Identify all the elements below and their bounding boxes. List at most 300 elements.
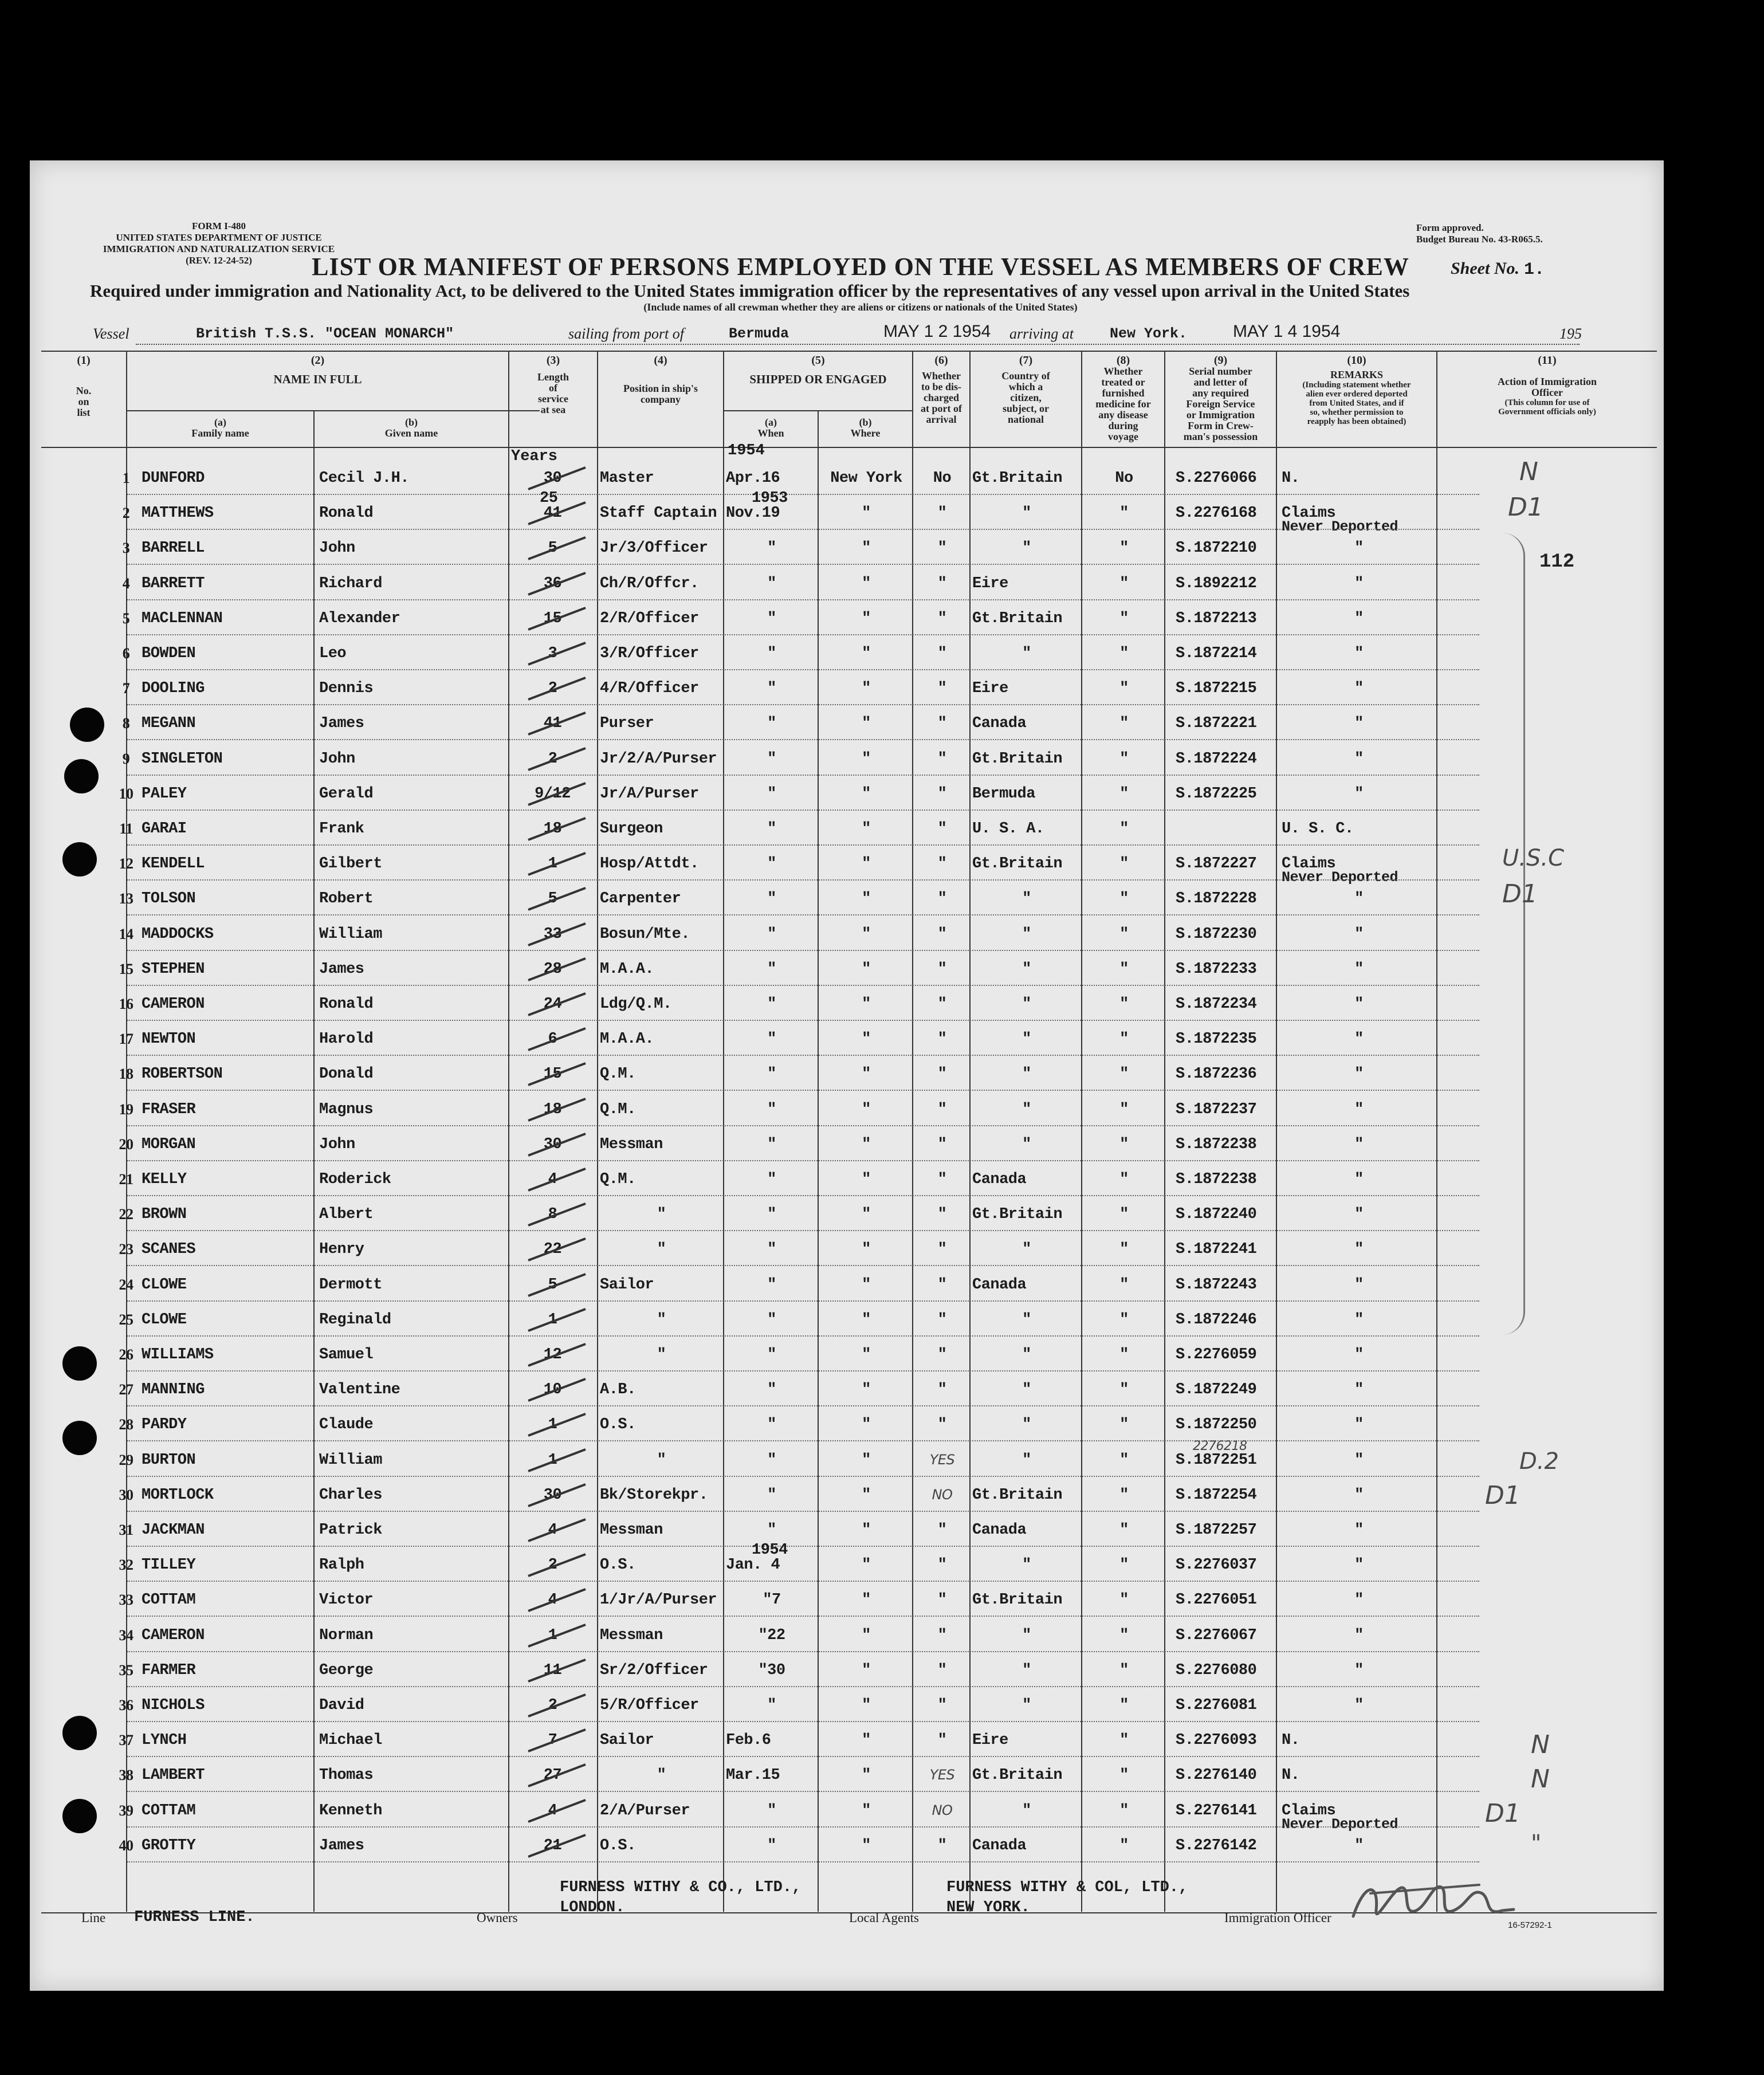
position: A.B. bbox=[600, 1381, 636, 1399]
row-rule bbox=[127, 1335, 1479, 1337]
col-note: alien ever ordered deported bbox=[1306, 390, 1408, 399]
country: Gt.Britain bbox=[972, 610, 1063, 627]
shipped-where: " bbox=[862, 1591, 871, 1609]
discharged: NO bbox=[932, 1802, 953, 1818]
row-rule bbox=[127, 1756, 1479, 1757]
col-label: any disease bbox=[1098, 409, 1148, 420]
serial-number: S.1872246 bbox=[1176, 1311, 1257, 1329]
col-label: during bbox=[1108, 420, 1138, 431]
serial-number: S.2276141 bbox=[1176, 1802, 1257, 1819]
col-num: (10) bbox=[1347, 354, 1366, 367]
discharged: " bbox=[937, 785, 947, 803]
service-length: 4 bbox=[548, 1802, 557, 1819]
check-mark bbox=[522, 1234, 597, 1263]
shipped-when: " bbox=[767, 1522, 776, 1539]
family-name: GROTTY bbox=[142, 1837, 196, 1854]
shipped-where: " bbox=[862, 1101, 871, 1118]
remarks: " bbox=[1354, 575, 1364, 592]
service-length: 6 bbox=[548, 1031, 557, 1048]
position: M.A.A. bbox=[600, 960, 654, 978]
col-header-discharged bbox=[913, 355, 969, 425]
owners-label: Owners bbox=[477, 1911, 518, 1925]
discharged: YES bbox=[929, 1767, 955, 1783]
shipped-where: " bbox=[862, 1732, 871, 1750]
service-length: 36 bbox=[543, 575, 562, 592]
shipped-when: " bbox=[767, 1381, 776, 1399]
service-length: 11 bbox=[543, 1661, 562, 1679]
table-top-rule bbox=[41, 351, 1657, 352]
shipped-where: " bbox=[862, 1661, 871, 1679]
table-row bbox=[30, 533, 1664, 568]
family-name: MEGANN bbox=[142, 715, 196, 733]
table-row bbox=[30, 883, 1664, 918]
row-number: 9 bbox=[122, 750, 130, 767]
serial-number: S.2276059 bbox=[1176, 1346, 1257, 1363]
shipped-when: " bbox=[767, 1451, 776, 1469]
country: Canada bbox=[972, 1522, 1027, 1539]
row-rule bbox=[127, 1616, 1479, 1617]
serial-number: S.1872227 bbox=[1176, 855, 1257, 873]
vessel-name: British T.S.S. "OCEAN MONARCH" bbox=[196, 325, 454, 342]
remarks: " bbox=[1354, 1276, 1364, 1294]
country: " bbox=[1022, 925, 1031, 943]
position: 2/R/Officer bbox=[600, 610, 699, 627]
print-code: 16-57292-1 bbox=[1508, 1920, 1552, 1930]
serial-number: S.1872236 bbox=[1176, 1066, 1257, 1083]
shipped-when: " bbox=[767, 1276, 776, 1294]
treated: " bbox=[1119, 1451, 1129, 1469]
family-name: DUNFORD bbox=[142, 470, 205, 487]
row-number: 7 bbox=[122, 680, 130, 697]
row-rule bbox=[127, 1230, 1479, 1231]
remarks: " bbox=[1354, 890, 1364, 908]
serial-number: S.1872215 bbox=[1176, 680, 1257, 698]
remarks-line-2: Never Deported bbox=[1282, 869, 1398, 886]
serial-number: S.1892212 bbox=[1176, 575, 1257, 592]
check-mark bbox=[522, 1830, 597, 1859]
col-label: Family name bbox=[191, 427, 249, 439]
check-mark bbox=[522, 603, 597, 632]
row-number: 22 bbox=[119, 1206, 133, 1223]
check-mark bbox=[522, 1585, 597, 1613]
shipped-where: " bbox=[862, 505, 871, 522]
treated: " bbox=[1119, 996, 1129, 1013]
discharged: " bbox=[937, 1416, 947, 1434]
country: " bbox=[1022, 1101, 1031, 1118]
treated: " bbox=[1119, 1171, 1129, 1188]
col-header-list-no bbox=[41, 355, 126, 418]
row-rule bbox=[127, 1370, 1479, 1371]
row-rule bbox=[127, 1581, 1479, 1582]
shipped-when: " bbox=[767, 715, 776, 733]
sheet-value: 1. bbox=[1524, 260, 1545, 280]
discharged: " bbox=[937, 1522, 947, 1539]
service-length: 24 bbox=[543, 996, 562, 1013]
arriving-label: arriving at bbox=[1009, 325, 1074, 342]
country: " bbox=[1022, 1451, 1031, 1469]
row-number: 4 bbox=[122, 575, 130, 592]
check-mark bbox=[522, 463, 597, 492]
col-label: which a bbox=[1008, 381, 1043, 392]
country: Gt.Britain bbox=[972, 1206, 1063, 1224]
country: Gt.Britain bbox=[972, 470, 1063, 487]
family-name: BOWDEN bbox=[142, 645, 196, 662]
treated: " bbox=[1119, 890, 1129, 908]
service-name: IMMIGRATION AND NATURALIZATION SERVICE bbox=[103, 243, 335, 254]
check-mark bbox=[522, 744, 597, 772]
family-name: NEWTON bbox=[142, 1031, 196, 1048]
arrival-date-stamp: MAY 1 4 1954 bbox=[1233, 322, 1341, 341]
position: Surgeon bbox=[600, 820, 663, 838]
shipped-where: " bbox=[862, 645, 871, 662]
remarks: Claims bbox=[1282, 1802, 1336, 1819]
col-label: at sea bbox=[540, 404, 566, 415]
remarks: " bbox=[1354, 1101, 1364, 1118]
col-header-name bbox=[127, 355, 508, 385]
annotation-r40: " bbox=[1531, 1830, 1542, 1857]
discharged: " bbox=[937, 1557, 947, 1574]
row-number: 25 bbox=[119, 1311, 133, 1328]
col-header-serial bbox=[1165, 355, 1276, 442]
shipped-where: " bbox=[862, 1522, 871, 1539]
table-row bbox=[30, 1480, 1664, 1515]
family-name: KENDELL bbox=[142, 855, 205, 873]
shipped-when: " bbox=[767, 540, 776, 557]
discharged: " bbox=[937, 1732, 947, 1750]
table-row bbox=[30, 779, 1664, 814]
shipped-where: " bbox=[862, 1031, 871, 1048]
country: Bermuda bbox=[972, 785, 1035, 803]
position: Jr/A/Purser bbox=[600, 785, 699, 803]
family-name: CAMERON bbox=[142, 1626, 205, 1644]
treated: " bbox=[1119, 645, 1129, 662]
shipped-where: " bbox=[862, 715, 871, 733]
family-name: NICHOLS bbox=[142, 1697, 205, 1714]
row-number: 38 bbox=[119, 1767, 133, 1784]
row-number: 21 bbox=[119, 1171, 133, 1188]
given-name: Patrick bbox=[319, 1522, 382, 1539]
col-label: Officer bbox=[1531, 387, 1563, 398]
annotation-r12: D1 bbox=[1502, 879, 1538, 909]
family-name: CLOWE bbox=[142, 1276, 187, 1294]
service-over: 25 bbox=[540, 490, 558, 508]
shipped-where: " bbox=[862, 1276, 871, 1294]
col-label: Whether bbox=[922, 370, 961, 382]
shipped-when: "22 bbox=[758, 1626, 785, 1644]
position: Hosp/Attdt. bbox=[600, 855, 699, 873]
row-number: 14 bbox=[119, 925, 133, 942]
col-label: Form in Crew- bbox=[1188, 420, 1254, 431]
treated: " bbox=[1119, 1276, 1129, 1294]
family-name: PALEY bbox=[142, 785, 187, 803]
family-name: COTTAM bbox=[142, 1591, 196, 1609]
col-num: (4) bbox=[654, 354, 667, 367]
position: Messman bbox=[600, 1135, 663, 1153]
given-name: Leo bbox=[319, 645, 347, 662]
annotation-r30: D1 bbox=[1485, 1481, 1521, 1510]
country: " bbox=[1022, 540, 1031, 557]
remarks: " bbox=[1354, 1381, 1364, 1399]
family-name: TILLEY bbox=[142, 1557, 196, 1574]
service-length: 2 bbox=[548, 1557, 557, 1574]
year-label: 1954 bbox=[728, 442, 765, 459]
col-num: (11) bbox=[1538, 354, 1557, 367]
treated: " bbox=[1119, 1381, 1129, 1399]
given-name: William bbox=[319, 925, 382, 943]
remarks: " bbox=[1354, 1135, 1364, 1153]
service-length: 28 bbox=[543, 960, 562, 978]
shipped-when: " bbox=[767, 820, 776, 838]
serial-number: S.2276066 bbox=[1176, 470, 1257, 487]
position: " bbox=[657, 1767, 666, 1785]
position: O.S. bbox=[600, 1837, 636, 1854]
given-name: Dermott bbox=[319, 1276, 382, 1294]
check-mark bbox=[522, 1760, 597, 1789]
position: Messman bbox=[600, 1522, 663, 1539]
shipped-where: " bbox=[862, 750, 871, 768]
family-name: LAMBERT bbox=[142, 1767, 205, 1785]
position: 1/Jr/A/Purser bbox=[600, 1591, 717, 1609]
country: " bbox=[1022, 1241, 1031, 1259]
table-row bbox=[30, 1094, 1664, 1129]
position: Staff Captain bbox=[600, 505, 717, 522]
country: Gt.Britain bbox=[972, 1486, 1063, 1504]
position: Ldg/Q.M. bbox=[600, 996, 672, 1013]
sailing-label: sailing from port of bbox=[568, 325, 685, 342]
check-mark bbox=[522, 848, 597, 877]
shipped-where: " bbox=[862, 540, 871, 557]
given-name: Albert bbox=[319, 1206, 374, 1224]
table-row bbox=[30, 568, 1664, 603]
row-number: 1 bbox=[122, 470, 130, 486]
country: Canada bbox=[972, 715, 1027, 733]
table-row bbox=[30, 490, 1664, 536]
shipped-when: " bbox=[767, 890, 776, 908]
check-mark bbox=[522, 779, 597, 807]
annotation-r11: U.S.C bbox=[1502, 845, 1565, 871]
given-name: Cecil J.H. bbox=[319, 470, 410, 487]
position: 2/A/Purser bbox=[600, 1802, 690, 1819]
country: " bbox=[1022, 1031, 1031, 1048]
shipped-where: " bbox=[862, 925, 871, 943]
given-name: William bbox=[319, 1451, 382, 1469]
annotation-r2: D1 bbox=[1508, 493, 1543, 522]
given-name: James bbox=[319, 960, 364, 978]
country: " bbox=[1022, 645, 1031, 662]
shipped-when: " bbox=[767, 925, 776, 943]
check-mark bbox=[522, 1620, 597, 1649]
country: " bbox=[1022, 960, 1031, 978]
page-title: LIST OR MANIFEST OF PERSONS EMPLOYED ON THE VESSEL AS MEMBERS OF CREW bbox=[312, 253, 1409, 281]
check-mark bbox=[522, 1445, 597, 1473]
col-label: subject, or bbox=[1003, 403, 1049, 414]
treated: " bbox=[1119, 610, 1129, 627]
check-mark bbox=[522, 919, 597, 948]
col-header-country bbox=[971, 355, 1081, 425]
row-number: 13 bbox=[119, 890, 133, 907]
col-label: national bbox=[1007, 414, 1044, 425]
col-label: Position in ship's bbox=[623, 383, 698, 394]
table-row bbox=[30, 1164, 1664, 1199]
service-length: 33 bbox=[543, 925, 562, 943]
row-number: 36 bbox=[119, 1697, 133, 1714]
remarks: " bbox=[1354, 750, 1364, 768]
country: Gt.Britain bbox=[972, 1767, 1063, 1785]
shipped-where: " bbox=[862, 680, 871, 698]
col-label: furnished bbox=[1102, 387, 1145, 399]
remarks: " bbox=[1354, 610, 1364, 627]
given-name: David bbox=[319, 1697, 364, 1714]
shipped-where: " bbox=[862, 785, 871, 803]
given-name: Gerald bbox=[319, 785, 374, 803]
table-row bbox=[30, 1515, 1664, 1550]
remarks: " bbox=[1354, 1626, 1364, 1644]
treated: " bbox=[1119, 505, 1129, 522]
col-label: Serial number bbox=[1189, 366, 1252, 377]
given-name: Thomas bbox=[319, 1767, 374, 1785]
col-header-position bbox=[598, 355, 723, 405]
col-label: of bbox=[549, 382, 557, 394]
row-rule bbox=[127, 1511, 1479, 1512]
bracket-mark bbox=[1496, 533, 1525, 1335]
table-row bbox=[30, 1234, 1664, 1269]
table-row bbox=[30, 1620, 1664, 1655]
row-number: 31 bbox=[119, 1522, 133, 1538]
check-mark bbox=[522, 1655, 597, 1684]
given-name: Alexander bbox=[319, 610, 400, 627]
shipped-when: Mar.15 bbox=[726, 1767, 780, 1785]
table-row bbox=[30, 1409, 1664, 1444]
check-mark bbox=[522, 954, 597, 983]
check-mark bbox=[522, 1339, 597, 1368]
check-mark bbox=[522, 638, 597, 667]
check-mark bbox=[522, 1094, 597, 1123]
treated: " bbox=[1119, 1626, 1129, 1644]
family-name: COTTAM bbox=[142, 1802, 196, 1819]
service-length: 41 bbox=[543, 505, 562, 522]
serial-number: S.1872237 bbox=[1176, 1101, 1257, 1118]
shipped-when: " bbox=[767, 575, 776, 592]
col-label: or Immigration bbox=[1186, 409, 1255, 420]
serial-number: S.1872240 bbox=[1176, 1206, 1257, 1224]
shipped-where: " bbox=[862, 1767, 871, 1785]
table-row bbox=[30, 1024, 1664, 1059]
row-rule bbox=[127, 494, 1479, 495]
country: " bbox=[1022, 1311, 1031, 1329]
service-length: 41 bbox=[543, 715, 562, 733]
shipped-where: " bbox=[862, 1311, 871, 1329]
serial-number: S.1872228 bbox=[1176, 890, 1257, 908]
shipped-where: " bbox=[862, 1486, 871, 1504]
treated: " bbox=[1119, 1066, 1129, 1083]
discharged: No bbox=[933, 470, 952, 487]
treated: " bbox=[1119, 820, 1129, 838]
service-length: 1 bbox=[548, 1451, 557, 1469]
shipped-when: " bbox=[767, 1802, 776, 1819]
service-length: 22 bbox=[543, 1241, 562, 1259]
serial-number: S.1872214 bbox=[1176, 645, 1257, 662]
table-row bbox=[30, 848, 1664, 886]
country: " bbox=[1022, 1626, 1031, 1644]
shipped-where: " bbox=[862, 1241, 871, 1259]
col-label: medicine for bbox=[1095, 398, 1151, 410]
officer-signature bbox=[1347, 1870, 1519, 1933]
discharged: " bbox=[937, 1206, 947, 1224]
service-length: 3 bbox=[548, 645, 557, 662]
table-row bbox=[30, 603, 1664, 638]
family-name: KELLY bbox=[142, 1171, 187, 1188]
vessel-rule bbox=[136, 344, 1580, 345]
shipped-where: " bbox=[862, 996, 871, 1013]
treated: " bbox=[1119, 785, 1129, 803]
table-row bbox=[30, 1199, 1664, 1234]
discharged: NO bbox=[932, 1486, 953, 1503]
agents-value-1: FURNESS WITHY & COL, LTD., bbox=[946, 1879, 1188, 1896]
position: Q.M. bbox=[600, 1171, 636, 1188]
treated: " bbox=[1119, 1486, 1129, 1504]
shipped-where: " bbox=[862, 1451, 871, 1469]
country: " bbox=[1022, 1066, 1031, 1083]
row-rule bbox=[127, 1265, 1479, 1266]
serial-number: S.1872243 bbox=[1176, 1276, 1257, 1294]
row-rule bbox=[127, 1476, 1479, 1477]
discharged: " bbox=[937, 925, 947, 943]
shipped-when: " bbox=[767, 1346, 776, 1363]
given-name: John bbox=[319, 540, 355, 557]
discharged: " bbox=[937, 1381, 947, 1399]
service-length: 4 bbox=[548, 1171, 557, 1188]
table-row bbox=[30, 919, 1664, 954]
col-note: (This column for use of bbox=[1504, 398, 1590, 407]
table-row bbox=[30, 638, 1664, 673]
country: " bbox=[1022, 1346, 1031, 1363]
row-number: 37 bbox=[119, 1732, 133, 1749]
remarks: " bbox=[1354, 1697, 1364, 1714]
col-num: (7) bbox=[1019, 354, 1033, 367]
family-name: BROWN bbox=[142, 1206, 187, 1224]
row-rule bbox=[127, 1405, 1479, 1406]
col-num: (3) bbox=[546, 354, 560, 367]
shipped-where: " bbox=[862, 1206, 871, 1224]
treated: No bbox=[1115, 470, 1133, 487]
serial-number: S.1872230 bbox=[1176, 925, 1257, 943]
shipped-when: " bbox=[767, 996, 776, 1013]
service-length: 1 bbox=[548, 855, 557, 873]
given-name: Richard bbox=[319, 575, 382, 592]
col-label: arrival bbox=[926, 414, 957, 425]
discharged: " bbox=[937, 1591, 947, 1609]
serial-number: S.2276093 bbox=[1176, 1732, 1257, 1750]
col-note: reapply has been obtained) bbox=[1307, 417, 1407, 426]
position: Bk/Storekpr. bbox=[600, 1486, 708, 1504]
given-name: Samuel bbox=[319, 1346, 374, 1363]
serial-number: S.2276067 bbox=[1176, 1626, 1257, 1644]
table-row bbox=[30, 708, 1664, 743]
treated: " bbox=[1119, 1101, 1129, 1118]
given-name: Kenneth bbox=[319, 1802, 382, 1819]
col-label: treated or bbox=[1101, 376, 1145, 388]
row-number: 19 bbox=[119, 1101, 133, 1118]
position: " bbox=[657, 1241, 666, 1259]
check-mark bbox=[522, 1409, 597, 1438]
col-header-shipped bbox=[724, 355, 912, 385]
shipped-when: " bbox=[767, 750, 776, 768]
treated: " bbox=[1119, 1802, 1129, 1819]
remarks: " bbox=[1354, 1522, 1364, 1539]
country: " bbox=[1022, 890, 1031, 908]
remarks: " bbox=[1354, 1837, 1364, 1854]
annotation-r38: N bbox=[1531, 1764, 1550, 1794]
